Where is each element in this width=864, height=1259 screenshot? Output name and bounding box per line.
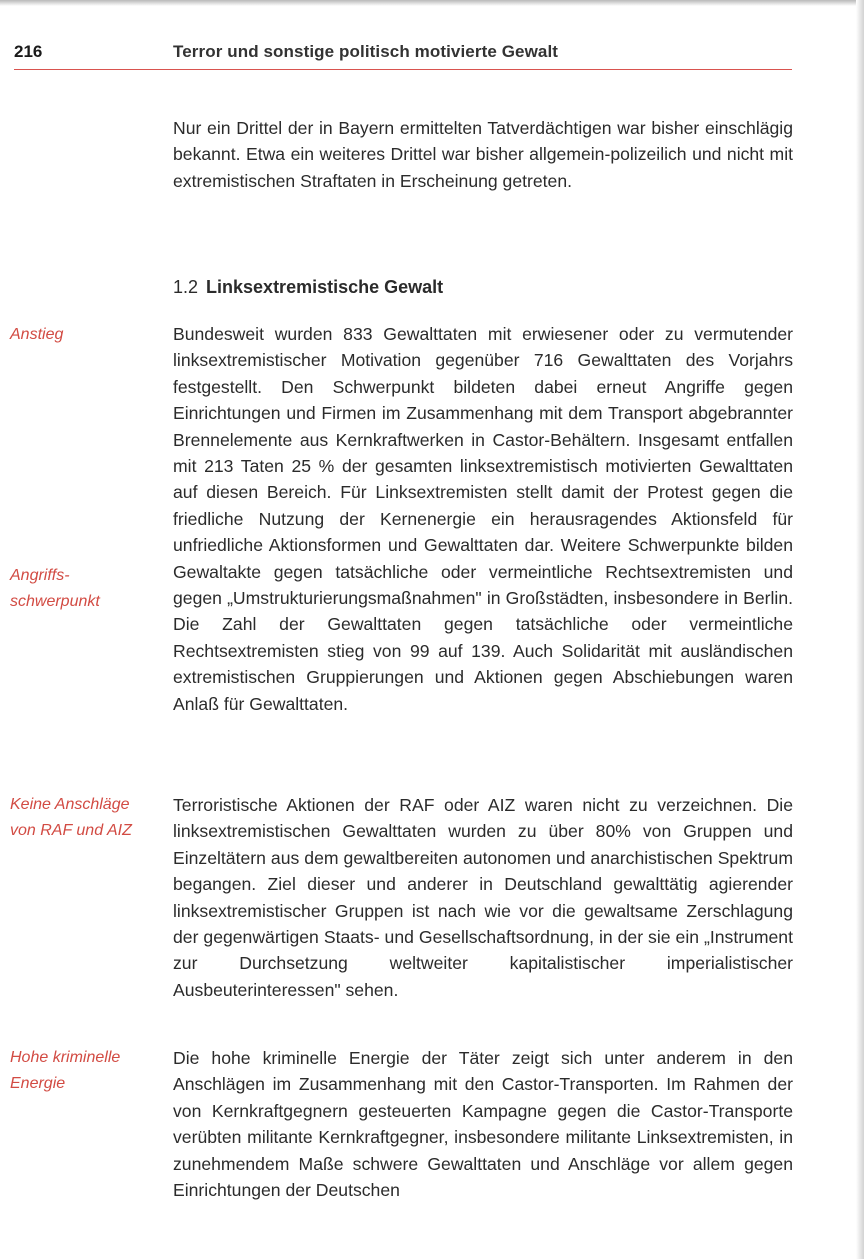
margin-note-line: von RAF und AIZ — [10, 821, 132, 839]
margin-note-line: Energie — [10, 1074, 66, 1092]
scan-right-shadow — [856, 0, 864, 1259]
margin-note-line: Keine Anschläge — [10, 796, 130, 813]
section-title: Linksextremistische Gewalt — [206, 277, 444, 297]
section-number: 1.2 — [173, 277, 199, 297]
margin-note-anstieg — [10, 322, 160, 348]
margin-note-angriffsschwerpunkt — [10, 563, 160, 614]
body-paragraph-kriminelle-energie: Die hohe kriminelle Energie der Täter zeigt sich unter anderem in den Anschlägen im Zusammenhang mit den Castor-Transporten. Im Rahmen der von Kernkraftgegnern gesteuerten Kampagne gegen die Castor-Transporte verübten militante Kernkraftgegner, insbesondere militante Linksextremisten, in zunehmendem Maße schwere Gewalttaten und Anschläge vor allem gegen Einrichtungen der Deutschen — [173, 1048, 793, 1201]
running-head: Terror und sonstige politisch motivierte Gewalt — [173, 42, 559, 61]
margin-note-line: schwerpunkt — [10, 592, 100, 610]
margin-note-line: Anstieg — [10, 326, 64, 343]
page-number: 216 — [14, 42, 43, 61]
body-paragraph-raf-aiz: Terroristische Aktionen der RAF oder AIZ waren nicht zu verzeichnen. Die linksextremistischen Gewalttaten wurden zu über 80% von Gruppen und Einzeltätern aus dem gewaltbereiten autonomen und anarchistischen Spektrum begangen. Ziel dieser und anderer in Deutschland gewalttätig agierender linksextremistischer Gruppen ist nach wie vor die gewaltsame Zerschlagung der gegenwärtigen Staats- und Gesellschaftsordnung, in der sie ein „Instrument zur Durchsetzung weltweiter kapitalistischer imperialistischer Ausbeuterinteressen" sehen. — [173, 795, 793, 1000]
section-heading — [173, 277, 443, 298]
header-rule — [14, 69, 792, 70]
scan-top-shadow — [0, 0, 864, 6]
margin-note-hohe-kriminelle-energie — [10, 1045, 160, 1096]
body-paragraph-gewalttaten: Bundesweit wurden 833 Gewalttaten mit erwiesener oder zu vermutender linksextremistischer Motivation gegenüber 716 Gewalttaten des Vorjahrs festgestellt. Den Schwerpunkt bildeten dabei erneut Angriffe gegen Einrichtungen und Firmen im Zusammenhang mit dem Transport abgebrannter Brennelemente aus Kernkraftwerken in Castor-Behältern. Insgesamt entfallen mit 213 Taten 25 % der gesamten linksextremistisch motivierten Gewalttaten auf diesen Bereich. Für Linksextremisten stellt damit der Protest gegen die friedliche Nutzung der Kernenergie ein herausragendes Aktionsfeld für unfriedliche Aktionsformen und Gewalttaten dar. Weitere Schwerpunkte bilden Gewaltakte gegen tatsächliche oder vermeintliche Rechtsextremisten und gegen „Umstrukturierungsmaßnahmen" in Großstädten, insbesondere in Berlin. Die Zahl der Gewalttaten gegen tatsächliche oder vermeintliche Rechtsextremisten stieg von 99 auf 139. Auch Solidarität mit ausländischen extremistischen Gruppierungen und Aktionen gegen Abschiebungen waren Anlaß für Gewalttaten. — [173, 324, 793, 714]
margin-note-line: Hohe kriminelle — [10, 1049, 121, 1066]
intro-paragraph: Nur ein Drittel der in Bayern ermittelten Tatverdächtigen war bisher einschlägig bekannt. Etwa ein weiteres Drittel war bisher allgemein-polizeilich und nicht mit extremistischen Straftaten in Erscheinung getreten. — [173, 118, 793, 191]
margin-note-keine-anschlaege — [10, 792, 160, 843]
margin-note-line: Angriffs- — [10, 567, 70, 584]
